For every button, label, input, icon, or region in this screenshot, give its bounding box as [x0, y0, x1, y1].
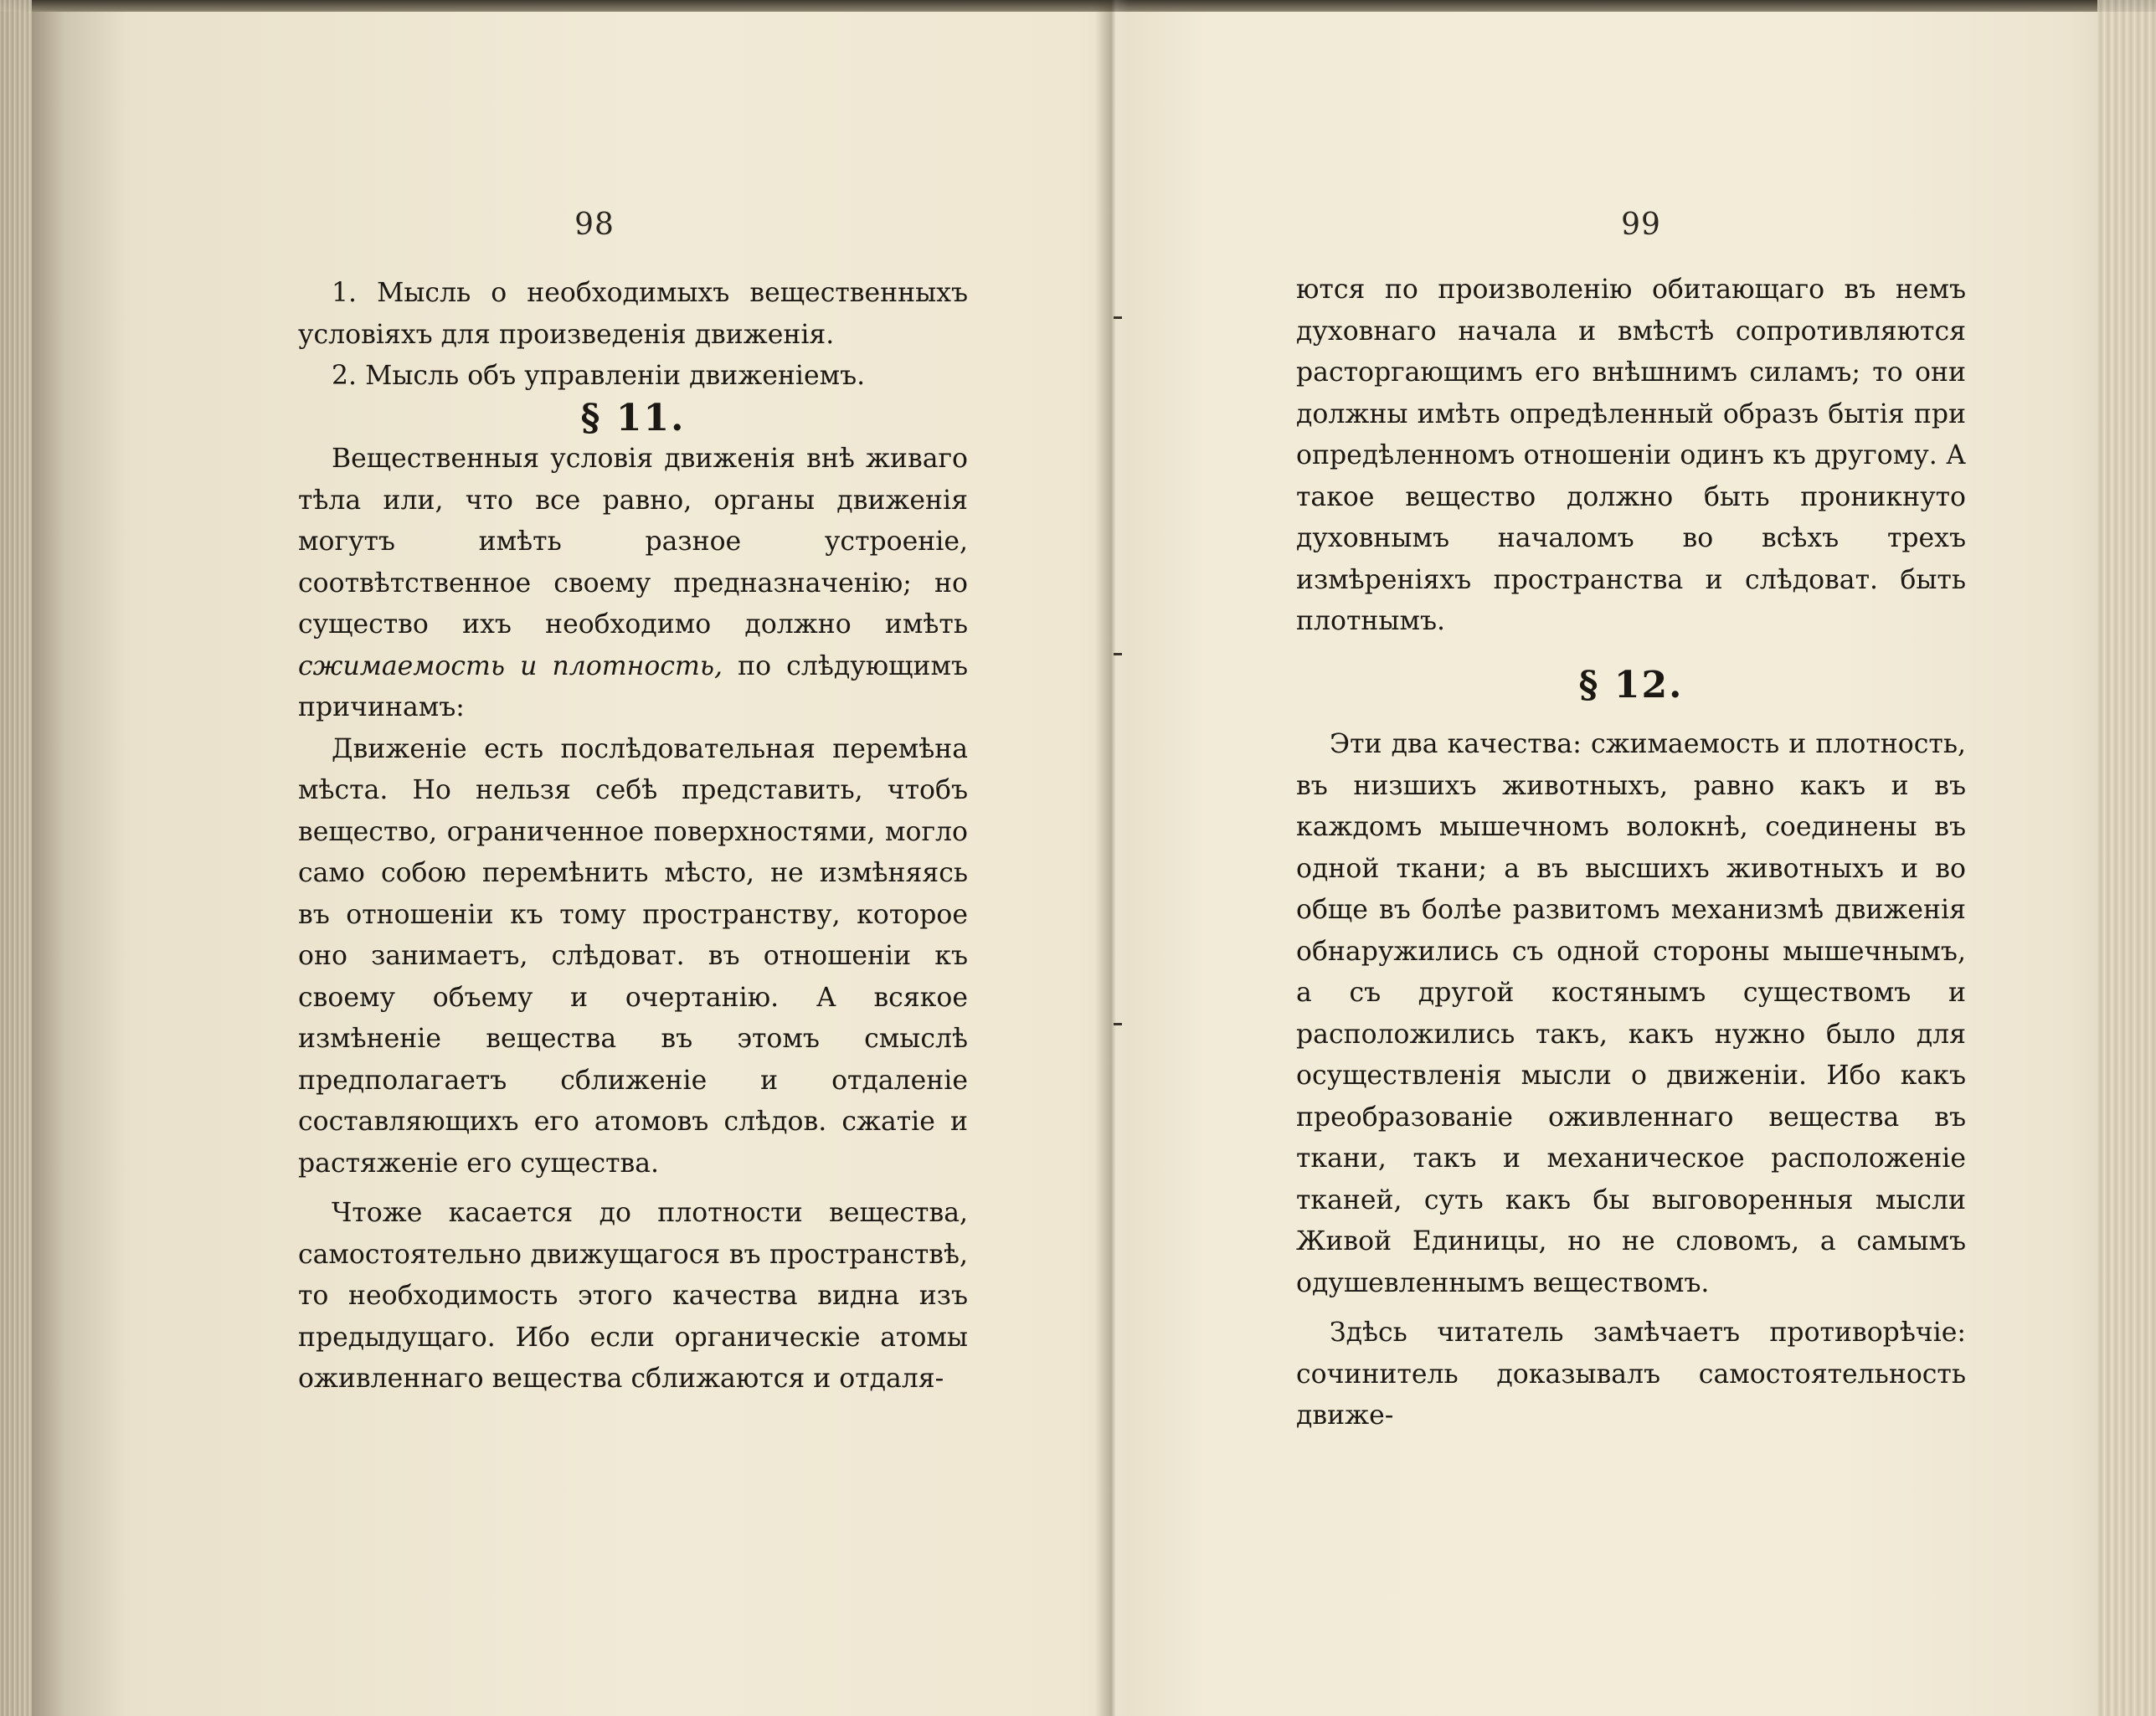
left-page — [285, 0, 971, 1716]
paragraph: Чтоже касается до плотности вещества, самостоятельно движущагося въ пространствѣ, то необходимость этого качества видна изъ предыдущаго. Ибо если органическіе атомы оживленнаго вещества сближаются и отдаля- — [298, 1198, 968, 1394]
book-gutter — [1095, 0, 1129, 1716]
section-heading: § 11. — [580, 396, 686, 439]
page-number: 98 — [574, 208, 615, 242]
paragraph: Эти два качества: сжимаемость и плотность, въ низшихъ животныхъ, равно какъ и въ каждомъ мышечномъ волокнѣ, соединены въ одной ткани; а въ высшихъ животныхъ и во обще въ болѣе развитомъ механизмѣ движенія обнаружились съ одной стороны мышечнымъ, а съ другой костянымъ существомъ и расположились такъ, какъ нужно было для осуществленія мысли о движеніи. Ибо какъ преобразованіе оживленнаго вещества въ ткани, такъ и механическое расположеніе тканей, суть какъ бы выговоренныя мысли Живой Единицы, но не словомъ, а самымъ одушевленнымъ веществомъ. — [1296, 729, 1966, 1298]
paragraph: Здѣсь читатель замѣчаетъ противорѣчіе: сочинитель доказывалъ самостоятельность движе- — [1296, 1318, 1966, 1431]
emphasis-text: сжимаемость и плотность, — [298, 650, 723, 681]
gutter-thread-mark — [1114, 316, 1122, 319]
paragraph-text: Вещественныя условія движенія внѣ живаго тѣла или, что все равно, органы движенія могутъ имѣть разное устроеніе, соотвѣтственное своему предназначенію; но существо ихъ необходимо должно имѣть — [298, 444, 968, 640]
gutter-thread-mark — [1114, 653, 1122, 655]
page-number: 99 — [1621, 208, 1661, 242]
right-page — [1289, 0, 1976, 1716]
paragraph-text: по слѣдующимъ причинамъ: — [298, 650, 969, 722]
right-page-text — [1296, 270, 1966, 1437]
paragraph: Движеніе есть послѣдовательная перемѣна мѣста. Но нельзя себѣ представить, чтобъ вещество, ограниченное поверхностями, могло само собою перемѣнить мѣсто, не измѣняясь въ отношеніи къ тому пространству, которое оно занимаетъ, слѣдоват. въ отношеніи къ своему объему и очертанію. А всякое измѣненіе вещества въ этомъ смыслѣ предполагаетъ сближеніе и отдаленіе составляющихъ его атомовъ слѣдов. сжатіе и растяженіе его существа. — [298, 733, 968, 1179]
gutter-thread-mark — [1114, 1023, 1122, 1025]
paragraph — [298, 439, 968, 729]
paragraph: ются по произволенію обитающаго въ немъ духовнаго начала и вмѣстѣ сопротивляются расторгающимъ его внѣшнимъ силамъ; то они должны имѣть опредѣленный образъ бытія при опредѣленномъ отношеніи одинъ къ другому. А такое вещество должно быть проникнуто духовнымъ началомъ во всѣхъ трехъ измѣреніяхъ пространства и слѣдоват. быть плотнымъ. — [1296, 275, 1966, 636]
section-heading: § 12. — [1578, 663, 1684, 706]
list-item: 2. Мысль объ управленіи движеніемъ. — [332, 361, 866, 391]
right-page-stack-edge — [2097, 0, 2156, 1716]
left-page-stack-edge — [0, 0, 32, 1716]
left-page-text — [298, 273, 968, 1400]
list-item: 1. Мысль о необходимыхъ вещественныхъ условіяхъ для произведенія движенія. — [298, 278, 968, 350]
